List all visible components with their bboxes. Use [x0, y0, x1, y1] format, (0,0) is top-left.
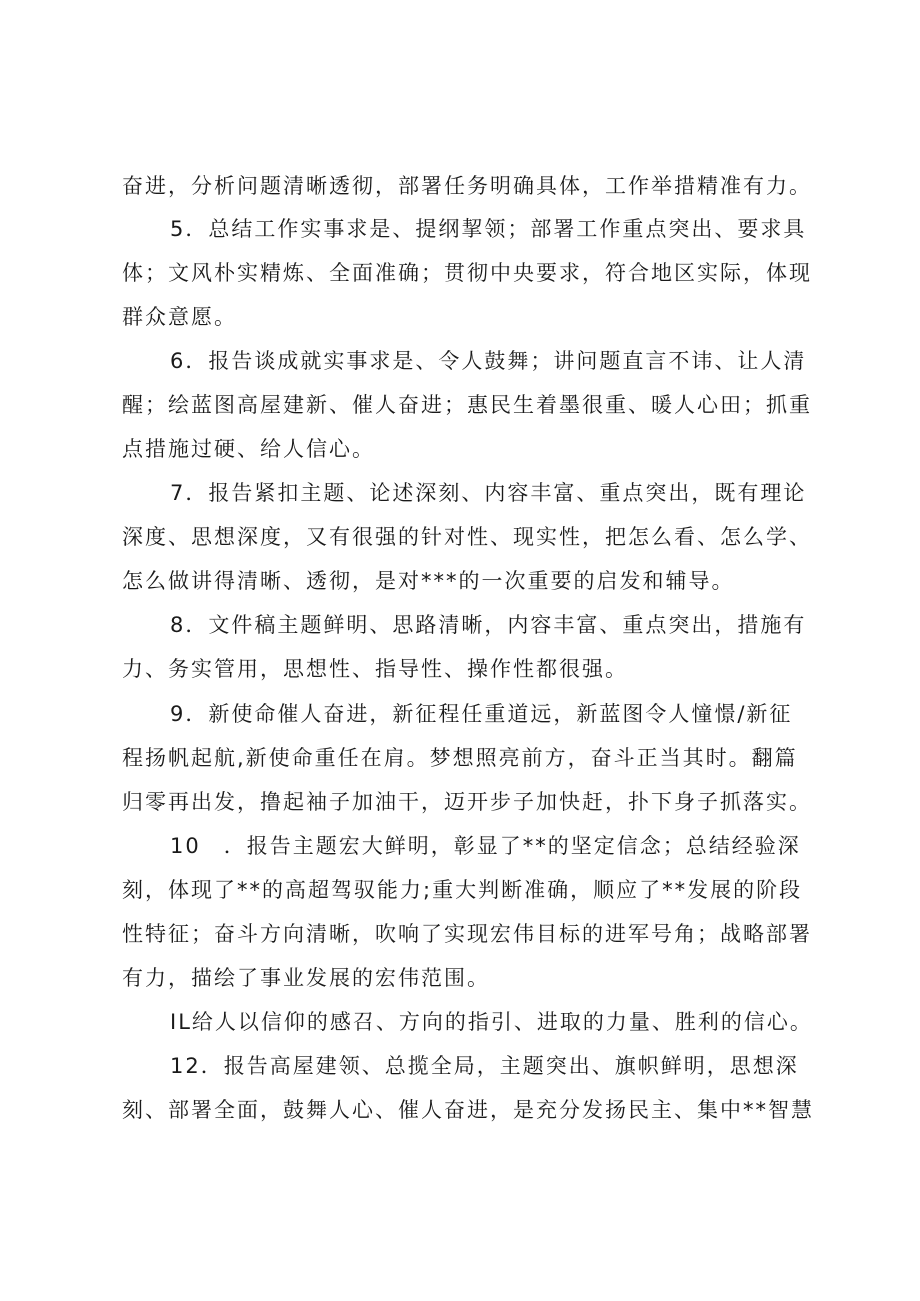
- text-line: 9．新使命催人奋进，新征程任重道远，新蓝图令人憧憬/新征: [170, 702, 793, 726]
- text-line: 性特征；奋斗方向清晰，吹响了实现宏伟目标的进军号角；战略部署: [122, 922, 812, 946]
- text-line: 归零再出发，撸起袖子加油干，迈开步子加快赶，扑下身子抓落实。: [122, 790, 812, 814]
- text-line: 奋进，分析问题清晰透彻，部署任务明确具体，工作举措精准有力。: [122, 174, 812, 198]
- text-line: 6．报告谈成就实事求是、令人鼓舞；讲问题直言不讳、让人清: [170, 349, 807, 373]
- text-line: 刻，体现了**的高超驾驭能力;重大判断准确，顺应了**发展的阶段: [122, 878, 803, 902]
- text-line: 醒；绘蓝图高屋建新、催人奋进；惠民生着墨很重、暖人心田；抓重: [122, 393, 812, 417]
- text-line: 7．报告紧扣主题、论述深刻、内容丰富、重点突出，既有理论: [170, 481, 807, 505]
- text-line: IL给人以信仰的感召、方向的指引、进取的力量、胜利的信心。: [170, 1010, 813, 1034]
- text-line: 群众意愿。: [122, 305, 237, 329]
- text-line: 5．总结工作实事求是、提纲挈领；部署工作重点突出、要求具: [170, 217, 807, 241]
- text-line: 力、务实管用，思想性、指导性、操作性都很强。: [122, 657, 628, 681]
- text-line: 8．文件稿主题鲜明、思路清晰，内容丰富、重点突出，措施有: [170, 613, 807, 637]
- text-line: 有力，描绘了事业发展的宏伟范围。: [122, 966, 490, 990]
- text-line: 12．报告高屋建领、总揽全局，主题突出、旗帜鲜明，思想深: [170, 1054, 799, 1078]
- text-line: 深度、思想深度，又有很强的针对性、现实性，把怎么看、怎么学、: [122, 525, 812, 549]
- text-line: 10 ．报告主题宏大鲜明，彰显了**的坚定信念；总结经验深: [170, 834, 801, 858]
- text-line: 点措施过硬、给人信心。: [122, 437, 375, 461]
- text-line: 程扬帆起航,新使命重任在肩。梦想照亮前方，奋斗正当其时。翻篇: [122, 746, 798, 770]
- text-line: 体；文风朴实精炼、全面准确；贯彻中央要求，符合地区实际，体现: [122, 261, 812, 285]
- text-line: 刻、部署全面，鼓舞人心、催人奋进，是充分发扬民主、集中**智慧: [122, 1098, 814, 1122]
- text-line: 怎么做讲得清晰、透彻，是对***的一次重要的启发和辅导。: [122, 569, 735, 593]
